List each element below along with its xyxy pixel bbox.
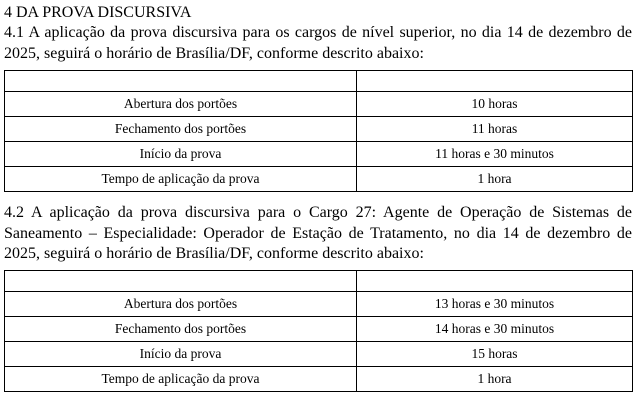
event-cell: Tempo de aplicação da prova (5, 367, 357, 392)
time-cell: 11 horas (357, 117, 633, 142)
paragraph-4-2: 4.2 A aplicação da prova discursiva para o Cargo 27: Agente de Operação de Sistemas de Saneamento – Especialidade: Operador de Estação de Tratamento, no dia 14 de dezembro de 2025, seguirá o horário de Brasília/DF, conforme descrito abaixo: (4, 204, 632, 262)
time-cell: 1 hora (357, 367, 633, 392)
time-cell: 11 horas e 30 minutos (357, 142, 633, 167)
table-row (5, 317, 633, 342)
paragraph-4-1: 4.1 A aplicação da prova discursiva para os cargos de nível superior, no dia 14 de dezembro de 2025, seguirá o horário de Brasília/DF, conforme descrito abaixo: (4, 24, 632, 62)
table-header-cell (357, 71, 633, 92)
table-row (5, 292, 633, 317)
table-header-row (5, 71, 633, 92)
event-cell: Abertura dos portões (5, 292, 357, 317)
time-cell: 15 horas (357, 342, 633, 367)
event-cell: Início da prova (5, 142, 357, 167)
schedule-table-4-2 (4, 270, 633, 392)
event-cell: Fechamento dos portões (5, 317, 357, 342)
table-row (5, 167, 633, 192)
schedule-table-4-1 (4, 70, 633, 192)
time-cell: 10 horas (357, 92, 633, 117)
table-header-cell (5, 271, 357, 292)
time-cell: 1 hora (357, 167, 633, 192)
event-cell: Início da prova (5, 342, 357, 367)
event-cell: Tempo de aplicação da prova (5, 167, 357, 192)
table-row (5, 117, 633, 142)
event-cell: Fechamento dos portões (5, 117, 357, 142)
table-row (5, 342, 633, 367)
table-row (5, 367, 633, 392)
event-cell: Abertura dos portões (5, 92, 357, 117)
section-heading: 4 DA PROVA DISCURSIVA (4, 4, 192, 21)
table-row (5, 92, 633, 117)
table-header-cell (5, 71, 357, 92)
table-header-cell (357, 271, 633, 292)
time-cell: 14 horas e 30 minutos (357, 317, 633, 342)
table-header-row (5, 271, 633, 292)
time-cell: 13 horas e 30 minutos (357, 292, 633, 317)
table-row (5, 142, 633, 167)
